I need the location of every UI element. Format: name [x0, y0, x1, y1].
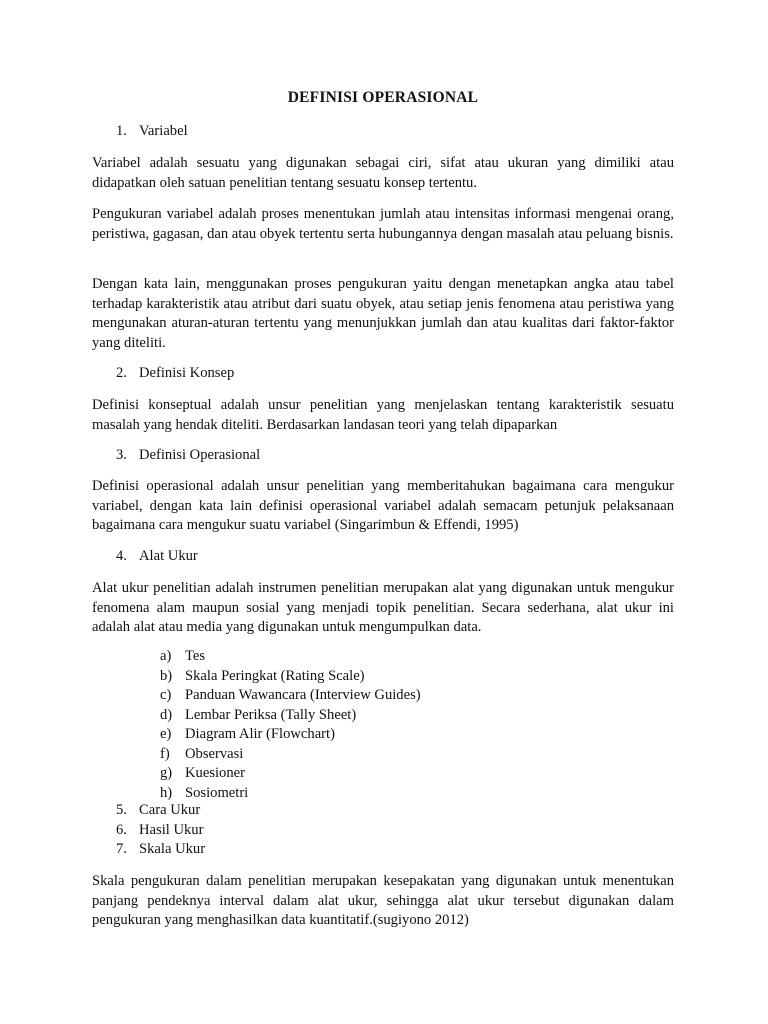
section-title: Cara Ukur — [139, 802, 201, 818]
list-marker: c) — [160, 687, 172, 703]
section-number: 3. — [116, 447, 127, 463]
paragraph-pengukuran-variabel: Pengukuran variabel adalah proses menentukan jumlah atau intensitas informasi mengenai orang, peristiwa, gagasan, dan atau obyek tertentu serta hubungannya dengan masalah atau peluang bisnis. — [92, 206, 674, 242]
document-title: DEFINISI OPERASIONAL — [287, 89, 479, 106]
section-number: 7. — [116, 841, 127, 858]
list-marker: g) — [160, 765, 173, 781]
section-title: Definisi Konsep — [139, 365, 235, 381]
section-number: 1. — [116, 123, 127, 139]
list-item-label: Lembar Periksa (Tally Sheet) — [185, 706, 357, 723]
list-item — [160, 764, 421, 784]
section-title: Definisi Operasional — [139, 447, 261, 463]
list-item-label: Skala Peringkat (Rating Scale) — [185, 667, 365, 684]
section-heading-definisi-operasional — [116, 446, 260, 466]
numbered-section-list — [116, 801, 205, 860]
list-marker: f) — [160, 745, 170, 762]
section-heading-hasil-ukur — [116, 821, 205, 841]
list-item-label: Kuesioner — [185, 765, 245, 781]
list-item — [160, 686, 421, 706]
section-title: Hasil Ukur — [139, 821, 204, 838]
list-item-label: Tes — [185, 648, 206, 664]
section-heading-definisi-konsep — [116, 364, 234, 384]
list-item-label: Sosiometri — [185, 784, 249, 801]
list-marker: a) — [160, 648, 172, 664]
section-number: 4. — [116, 548, 127, 564]
list-item — [160, 725, 421, 745]
paragraph-proses-pengukuran: Dengan kata lain, menggunakan proses pengukuran yaitu dengan menetapkan angka atau tabel terhadap karakteristik atau atribut dari suatu obyek, atau setiap jenis fenomena atau peristiwa yang mengunakan aturan-aturan tertentu yang menunjukkan jumlah dan atau kualitas dari faktor-faktor yang diteliti. — [92, 276, 674, 351]
paragraph-definisi-operasional: Definisi operasional adalah unsur penelitian yang memberitahukan bagaimana cara mengukur variabel, dengan kata lain definisi operasional variabel adalah semacam petunjuk pelaksanaan bagaimana cara mengukur suatu variabel (Singarimbun & Effendi, 1995) — [92, 478, 674, 533]
list-marker: e) — [160, 726, 172, 742]
paragraph-skala-pengukuran: Skala pengukuran dalam penelitian merupakan kesepakatan yang digunakan untuk menentukan panjang pendeknya interval dalam alat ukur, sehingga alat ukur tersebut digunakan dalam pengukuran yang menghasilkan data kuantitatif.(sugiyono 2012) — [92, 873, 674, 928]
list-item-label: Observasi — [185, 745, 244, 762]
paragraph-definisi-konseptual: Definisi konseptual adalah unsur penelitian yang menjelaskan tentang karakteristik sesuatu masalah yang hendak diteliti. Berdasarkan landasan teori yang telah dipaparkan — [92, 397, 674, 433]
instrument-list — [160, 647, 421, 803]
list-item-label: Diagram Alir (Flowchart) — [185, 726, 335, 742]
list-marker: d) — [160, 706, 173, 723]
paragraph-variabel-definition: Variabel adalah sesuatu yang digunakan sebagai ciri, sifat atau ukuran yang dimiliki atau didapatkan oleh satuan penelitian tentang sesuatu konsep tertentu. — [92, 155, 674, 191]
section-title: Alat Ukur — [139, 548, 198, 564]
list-item — [160, 745, 421, 765]
list-marker: b) — [160, 667, 173, 684]
section-number: 5. — [116, 802, 127, 818]
list-marker: h) — [160, 784, 173, 801]
list-item — [160, 667, 421, 687]
paragraph-alat-ukur: Alat ukur penelitian adalah instrumen penelitian merupakan alat yang digunakan untuk mengukur fenomena alam maupun sosial yang menjadi topik penelitian. Secara sederhana, alat ukur ini adalah alat atau media yang digunakan untuk mengumpulkan data. — [92, 580, 674, 635]
section-title: Variabel — [139, 123, 188, 139]
section-title: Skala Ukur — [139, 841, 206, 858]
section-heading-cara-ukur — [116, 801, 205, 821]
section-heading-skala-ukur — [116, 840, 205, 860]
section-heading-variabel — [116, 122, 188, 142]
section-number: 2. — [116, 365, 127, 381]
section-heading-alat-ukur — [116, 547, 198, 567]
list-item — [160, 706, 421, 726]
section-number: 6. — [116, 821, 127, 838]
list-item-label: Panduan Wawancara (Interview Guides) — [185, 687, 421, 703]
list-item — [160, 647, 421, 667]
